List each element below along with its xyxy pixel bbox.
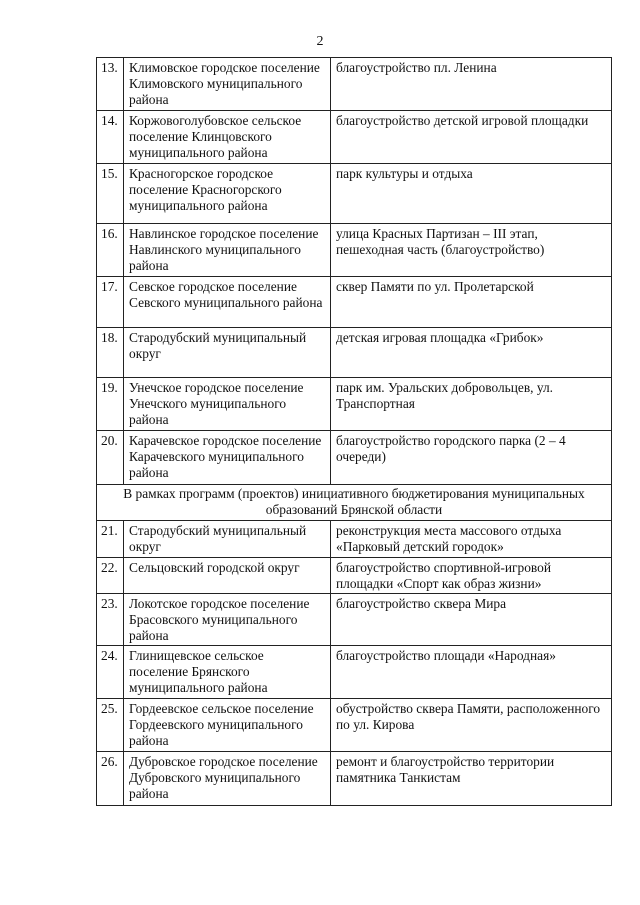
project-description: благоустройство детской игровой площадки — [331, 111, 612, 164]
municipality-name: Глинищевское сельское поселение Брянского муниципального района — [124, 646, 331, 699]
project-description: обустройство сквера Памяти, расположенного по ул. Кирова — [331, 699, 612, 752]
section-heading: В рамках программ (проектов) инициативного бюджетирования муниципальных образований Брянской области — [97, 485, 612, 521]
row-number: 23. — [97, 594, 124, 646]
municipality-name: Дубровское городское поселение Дубровского муниципального района — [124, 752, 331, 806]
row-number: 17. — [97, 277, 124, 328]
municipality-name: Севское городское поселение Севского муниципального района — [124, 277, 331, 328]
row-number: 15. — [97, 164, 124, 224]
project-description: реконструкция места массового отдыха «Парковый детский городок» — [331, 521, 612, 558]
table-row — [97, 699, 612, 752]
project-description: благоустройство спортивной-игровой площадки «Спорт как образ жизни» — [331, 558, 612, 594]
row-number: 19. — [97, 378, 124, 431]
project-description: ремонт и благоустройство территории памятника Танкистам — [331, 752, 612, 806]
table-row — [97, 224, 612, 277]
project-description: благоустройство городского парка (2 – 4 очереди) — [331, 431, 612, 485]
table-row — [97, 594, 612, 646]
project-description: детская игровая площадка «Грибок» — [331, 328, 612, 378]
projects-table-body — [97, 58, 612, 806]
table-row — [97, 328, 612, 378]
municipality-name: Унечское городское поселение Унечского муниципального района — [124, 378, 331, 431]
municipality-name: Климовское городское поселение Климовского муниципального района — [124, 58, 331, 111]
project-description: улица Красных Партизан – III этап, пешеходная часть (благоустройство) — [331, 224, 612, 277]
table-row — [97, 752, 612, 806]
row-number: 16. — [97, 224, 124, 277]
table-row — [97, 521, 612, 558]
table-row — [97, 111, 612, 164]
project-description: благоустройство площади «Народная» — [331, 646, 612, 699]
project-description: благоустройство сквера Мира — [331, 594, 612, 646]
municipality-name: Карачевское городское поселение Карачевского муниципального района — [124, 431, 331, 485]
municipality-name: Гордеевское сельское поселение Гордеевского муниципального района — [124, 699, 331, 752]
section-heading-row — [97, 485, 612, 521]
table-row — [97, 277, 612, 328]
row-number: 24. — [97, 646, 124, 699]
municipality-name: Стародубский муниципальный округ — [124, 521, 331, 558]
project-description: парк им. Уральских добровольцев, ул. Транспортная — [331, 378, 612, 431]
project-description: благоустройство пл. Ленина — [331, 58, 612, 111]
row-number: 14. — [97, 111, 124, 164]
table-row — [97, 646, 612, 699]
municipality-name: Навлинское городское поселение Навлинского муниципального района — [124, 224, 331, 277]
page-number: 2 — [316, 34, 324, 49]
row-number: 21. — [97, 521, 124, 558]
table-row — [97, 58, 612, 111]
row-number: 22. — [97, 558, 124, 594]
municipality-name: Красногорское городское поселение Красногорского муниципального района — [124, 164, 331, 224]
row-number: 20. — [97, 431, 124, 485]
municipality-name: Сельцовский городской округ — [124, 558, 331, 594]
row-number: 26. — [97, 752, 124, 806]
municipality-name: Локотское городское поселение Брасовского муниципального района — [124, 594, 331, 646]
project-description: парк культуры и отдыха — [331, 164, 612, 224]
row-number: 18. — [97, 328, 124, 378]
table-row — [97, 558, 612, 594]
projects-table — [96, 57, 612, 806]
row-number: 13. — [97, 58, 124, 111]
municipality-name: Стародубский муниципальный округ — [124, 328, 331, 378]
project-description: сквер Памяти по ул. Пролетарской — [331, 277, 612, 328]
table-row — [97, 431, 612, 485]
row-number: 25. — [97, 699, 124, 752]
table-row — [97, 164, 612, 224]
table-row — [97, 378, 612, 431]
municipality-name: Коржовоголубовское сельское поселение Клинцовского муниципального района — [124, 111, 331, 164]
